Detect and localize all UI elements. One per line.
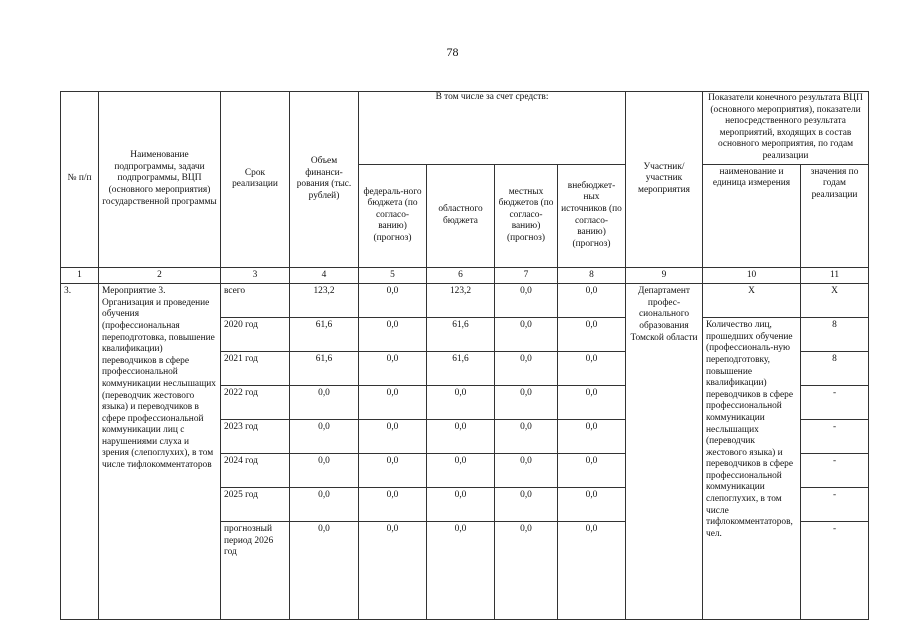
- row-federal: 0,0: [359, 386, 427, 420]
- column-number: 11: [801, 267, 869, 284]
- row-volume: 61,6: [290, 352, 359, 386]
- header-volume: Объем финанси-рования (тыс. рублей): [290, 92, 359, 268]
- program-table: [60, 91, 869, 620]
- row-term: 2023 год: [221, 420, 290, 454]
- row-federal: 0,0: [359, 454, 427, 488]
- row-federal: 0,0: [359, 420, 427, 454]
- header-row-1: [61, 92, 869, 165]
- row-term: 2020 год: [221, 318, 290, 352]
- column-number: 10: [703, 267, 801, 284]
- header-participant: Участник/ участник мероприятия: [626, 92, 703, 268]
- row-federal: 0,0: [359, 352, 427, 386]
- indicator-value: -: [801, 420, 869, 454]
- column-number: 9: [626, 267, 703, 284]
- row-volume: 123,2: [290, 284, 359, 318]
- row-extra: 0,0: [558, 352, 626, 386]
- header-local: местных бюджетов (по согласо-ванию) (прогноз): [495, 164, 558, 267]
- column-number: 8: [558, 267, 626, 284]
- row-regional: 0,0: [427, 420, 495, 454]
- column-numbers-row: [61, 267, 869, 284]
- row-regional: 61,6: [427, 318, 495, 352]
- column-number: 3: [221, 267, 290, 284]
- row-local: 0,0: [495, 454, 558, 488]
- row-extra: 0,0: [558, 522, 626, 620]
- indicator-value: -: [801, 454, 869, 488]
- row-local: 0,0: [495, 420, 558, 454]
- entry-participant: Департамент профес-сионального образования Томской области: [626, 284, 703, 620]
- row-federal: 0,0: [359, 284, 427, 318]
- header-regional: областного бюджета: [427, 164, 495, 267]
- row-term: 2022 год: [221, 386, 290, 420]
- row-volume: 61,6: [290, 318, 359, 352]
- row-federal: 0,0: [359, 522, 427, 620]
- row-regional: 0,0: [427, 488, 495, 522]
- row-regional: 0,0: [427, 386, 495, 420]
- row-local: 0,0: [495, 522, 558, 620]
- column-number: 1: [61, 267, 99, 284]
- column-number: 2: [99, 267, 221, 284]
- row-extra: 0,0: [558, 488, 626, 522]
- entry-number: 3.: [61, 284, 99, 620]
- column-number: 5: [359, 267, 427, 284]
- row-regional: 61,6: [427, 352, 495, 386]
- page-number: 78: [446, 45, 459, 59]
- header-extra: внебюджет-ных источников (по согласо-ванию) (прогноз): [558, 164, 626, 267]
- row-federal: 0,0: [359, 318, 427, 352]
- indicator-value: -: [801, 522, 869, 620]
- row-term: 2021 год: [221, 352, 290, 386]
- header-term: Срок реализации: [221, 92, 290, 268]
- indicator-value: 8: [801, 318, 869, 352]
- row-term: 2024 год: [221, 454, 290, 488]
- column-number: 6: [427, 267, 495, 284]
- column-number: 4: [290, 267, 359, 284]
- row-regional: 123,2: [427, 284, 495, 318]
- row-extra: 0,0: [558, 284, 626, 318]
- header-including: В том числе за счет средств:: [359, 92, 626, 165]
- row-volume: 0,0: [290, 420, 359, 454]
- indicator-value: 8: [801, 352, 869, 386]
- row-term: 2025 год: [221, 488, 290, 522]
- row-local: 0,0: [495, 284, 558, 318]
- row-local: 0,0: [495, 386, 558, 420]
- row-extra: 0,0: [558, 386, 626, 420]
- row-volume: 0,0: [290, 386, 359, 420]
- column-number: 7: [495, 267, 558, 284]
- row-extra: 0,0: [558, 454, 626, 488]
- indicator-value-total: Х: [801, 284, 869, 318]
- header-no: № п/п: [61, 92, 99, 268]
- row-local: 0,0: [495, 352, 558, 386]
- row-extra: 0,0: [558, 420, 626, 454]
- row-term: всего: [221, 284, 290, 318]
- row-volume: 0,0: [290, 454, 359, 488]
- entry-name: Мероприятие 3. Организация и проведение обучения (профессиональная переподготовка, повышение квалификации) переводчиков в сфере профессиональной коммуникации неслышащих (переводчик жестового языка) и переводчиков в сфере профессиональной коммуникации лиц с нарушениями слуха и зрения (слепоглухих), в том числе тифлокомментаторов: [99, 284, 221, 620]
- row-volume: 0,0: [290, 488, 359, 522]
- row-local: 0,0: [495, 318, 558, 352]
- header-indicator-values: значения по годам реализации: [801, 164, 869, 267]
- row-term: прогнозный период 2026 год: [221, 522, 290, 620]
- row-volume: 0,0: [290, 522, 359, 620]
- row-local: 0,0: [495, 488, 558, 522]
- header-name: Наименование подпрограммы, задачи подпрограммы, ВЦП (основного мероприятия) государственной программы: [99, 92, 221, 268]
- row-regional: 0,0: [427, 522, 495, 620]
- row-extra: 0,0: [558, 318, 626, 352]
- indicator-name: Количество лиц, прошедших обучение (профессиональ-ную переподготовку, повышение квалификации) переводчиков в сфере профессиональной коммуникации неслышащих (переводчик жестового языка) и переводчиков в сфере профессиональной коммуникации слепоглухих, в том числе тифлокомментаторов, чел.: [703, 318, 801, 620]
- header-indicators: Показатели конечного результата ВЦП (основного мероприятия), показатели непосредственного результата мероприятий, входящих в состав основного мероприятия, по годам реализации: [703, 92, 869, 165]
- header-indicator-name: наименование и единица измерения: [703, 164, 801, 267]
- indicator-name-total: Х: [703, 284, 801, 318]
- row-regional: 0,0: [427, 454, 495, 488]
- header-federal: федераль-ного бюджета (по согласо-ванию) (прогноз): [359, 164, 427, 267]
- indicator-value: -: [801, 386, 869, 420]
- indicator-value: -: [801, 488, 869, 522]
- row-federal: 0,0: [359, 488, 427, 522]
- table-row: [61, 284, 869, 318]
